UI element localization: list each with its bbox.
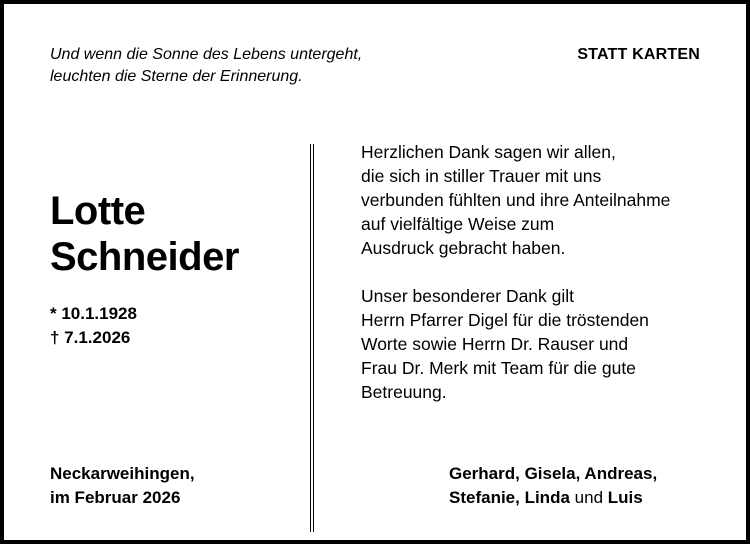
motto-line: Und wenn die Sonne des Lebens untergeht, <box>50 46 363 63</box>
double-divider-line <box>310 144 314 532</box>
thanks-line: auf vielfältige Weise zum <box>361 214 555 234</box>
first-name: Lotte <box>50 189 146 233</box>
thanks-paragraph <box>361 140 670 260</box>
special-thanks-paragraph <box>361 284 670 404</box>
thanks-line: Frau Dr. Merk mit Team für die gute <box>361 358 636 378</box>
thanks-line: die sich in stiller Trauer mit uns <box>361 166 602 186</box>
thanks-line: Herrn Pfarrer Digel für die tröstenden <box>361 310 649 330</box>
date-line: im Februar 2026 <box>50 488 181 507</box>
last-name: Schneider <box>50 235 239 279</box>
thanks-line: verbunden fühlten und ihre Anteilnahme <box>361 190 671 210</box>
thanks-line: Ausdruck gebracht haben. <box>361 238 566 258</box>
death-date: † 7.1.2026 <box>50 328 131 347</box>
statt-karten-label: STATT KARTEN <box>577 46 700 63</box>
motto-quote <box>50 44 362 88</box>
birth-date: * 10.1.1928 <box>50 304 137 323</box>
thanks-line: Betreuung. <box>361 382 447 402</box>
deceased-name <box>50 188 239 280</box>
motto-line: leuchten die Sterne der Erinnerung. <box>50 68 303 85</box>
thanks-line: Herzlichen Dank sagen wir allen, <box>361 142 616 162</box>
thanks-line: Unser besonderer Dank gilt <box>361 286 575 306</box>
thanks-text <box>361 140 670 404</box>
family-signature <box>449 462 657 510</box>
family-line: Gerhard, Gisela, Andreas, <box>449 464 658 483</box>
thanks-line: Worte sowie Herrn Dr. Rauser und <box>361 334 629 354</box>
family-line <box>449 486 657 510</box>
life-dates <box>50 302 137 350</box>
place-line: Neckarweihingen, <box>50 464 195 483</box>
family-last-name: Luis <box>607 488 643 507</box>
family-and: und <box>574 488 604 507</box>
place-and-date <box>50 462 195 510</box>
family-names: Stefanie, Linda <box>449 488 570 507</box>
